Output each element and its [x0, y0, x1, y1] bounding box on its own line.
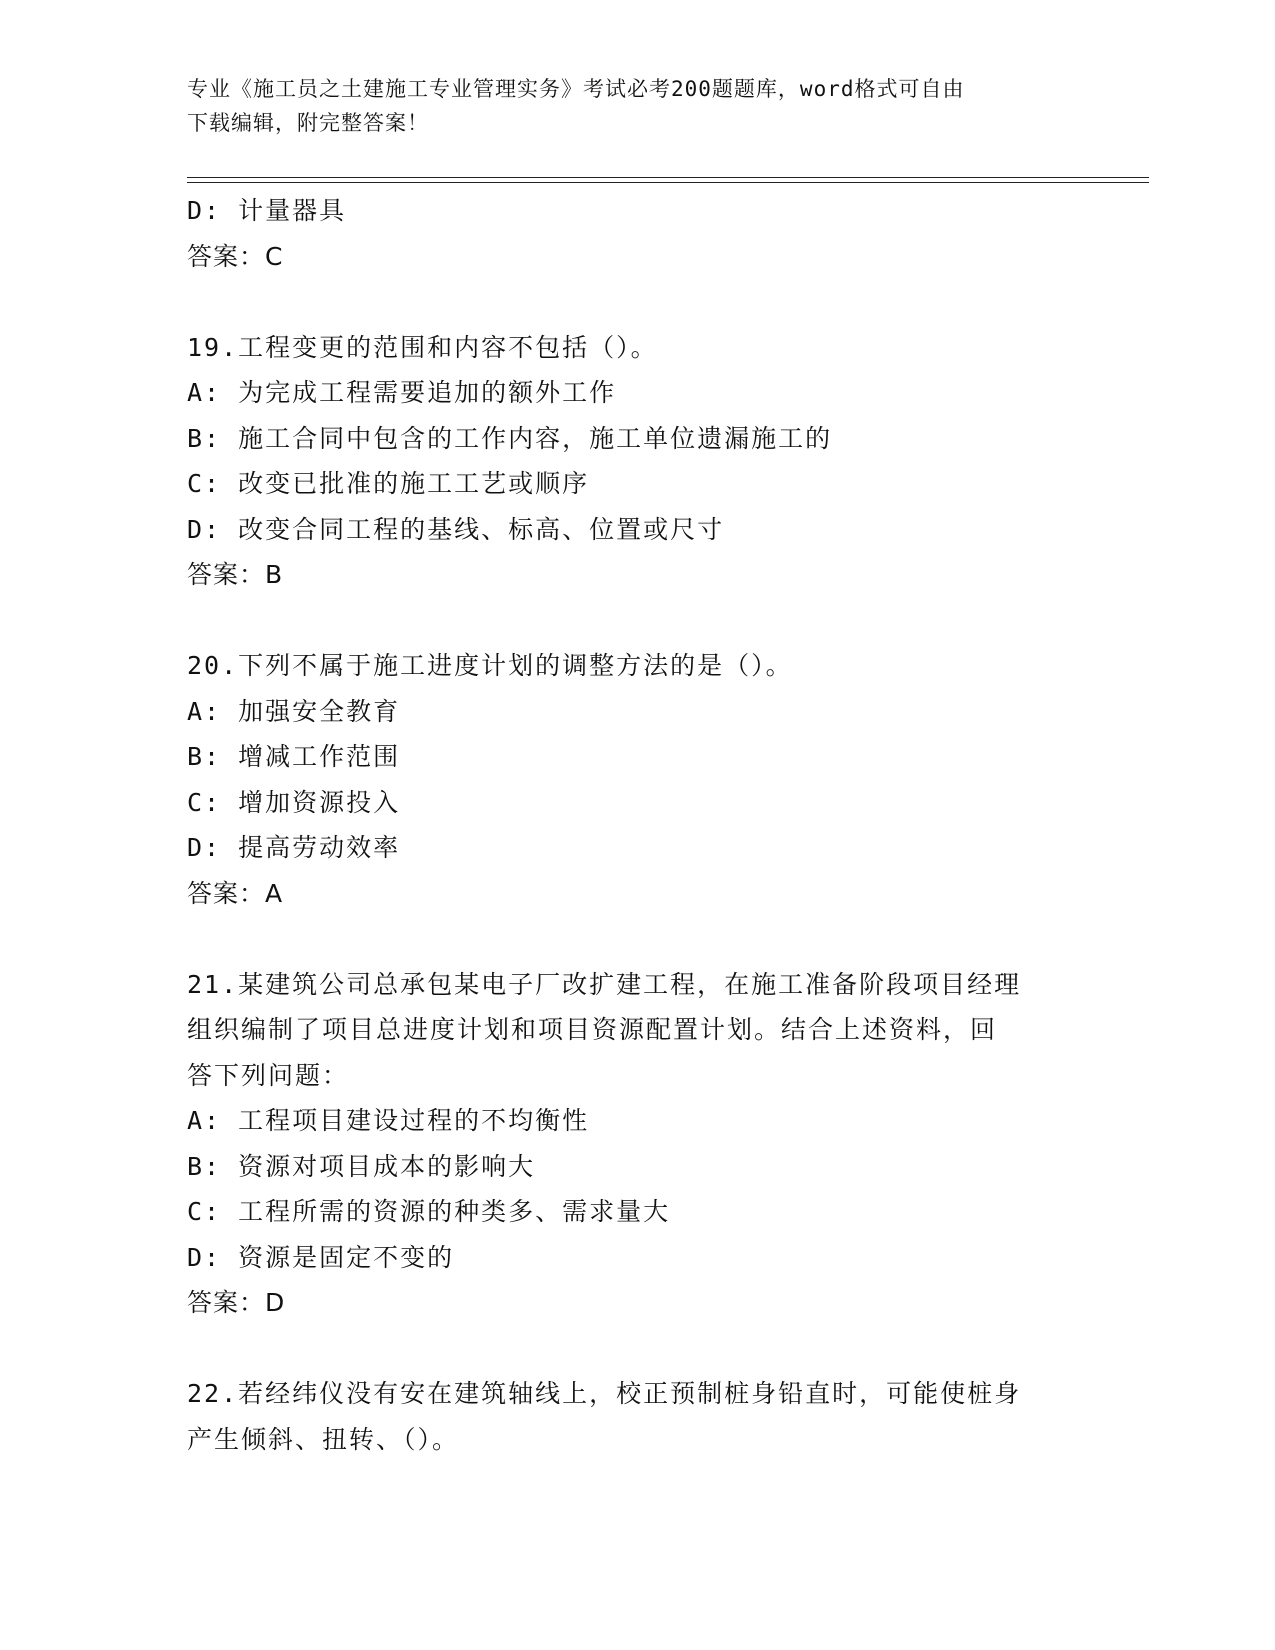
- question-18-tail: [187, 188, 1087, 279]
- question-19: [187, 325, 1087, 598]
- question-list: [187, 188, 1087, 1462]
- spacer: [187, 279, 1087, 325]
- option-a: A: 加强安全教育: [187, 696, 401, 726]
- question-stem-line-1: 21.某建筑公司总承包某电子厂改扩建工程，在施工准备阶段项目经理: [187, 969, 1022, 999]
- option-c: C: 增加资源投入: [187, 787, 401, 817]
- option-b: B: 施工合同中包含的工作内容，施工单位遗漏施工的: [187, 423, 833, 453]
- spacer: [187, 1326, 1087, 1372]
- question-20: [187, 643, 1087, 916]
- header-title-line-1: 专业《施工员之土建施工专业管理实务》考试必考200题题库，word格式可自由: [187, 77, 965, 101]
- question-21: [187, 962, 1087, 1326]
- option-d: D: 计量器具: [187, 196, 347, 225]
- question-stem-line-2: 产生倾斜、扭转、（）。: [187, 1424, 460, 1454]
- header-divider-top: [187, 177, 1149, 178]
- question-stem: 20.下列不属于施工进度计划的调整方法的是（）。: [187, 651, 793, 680]
- option-b: B: 增减工作范围: [187, 742, 401, 771]
- question-stem-line-2: 组织编制了项目总进度计划和项目资源配置计划。结合上述资料，回: [187, 1015, 998, 1044]
- question-stem: 19.工程变更的范围和内容不包括（）。: [187, 332, 658, 362]
- question-stem-line-1: 22.若经纬仪没有安在建筑轴线上，校正预制桩身铅直时，可能使桩身: [187, 1379, 1022, 1408]
- answer: 答案：A: [187, 878, 284, 908]
- question-22: [187, 1371, 1087, 1462]
- answer: 答案：B: [187, 560, 284, 589]
- document-header: [187, 72, 1087, 140]
- option-a: A: 工程项目建设过程的不均衡性: [187, 1106, 590, 1135]
- option-c: C: 工程所需的资源的种类多、需求量大: [187, 1197, 671, 1226]
- answer: 答案：D: [187, 1288, 286, 1317]
- option-b: B: 资源对项目成本的影响大: [187, 1151, 536, 1181]
- spacer: [187, 916, 1087, 962]
- spacer: [187, 598, 1087, 644]
- question-stem-line-3: 答下列问题：: [187, 1060, 350, 1090]
- option-d: D: 提高劳动效率: [187, 833, 401, 862]
- header-divider-bottom: [187, 182, 1149, 183]
- option-a: A: 为完成工程需要追加的额外工作: [187, 378, 617, 407]
- option-c: C: 改变已批准的施工工艺或顺序: [187, 469, 590, 498]
- option-d: D: 资源是固定不变的: [187, 1242, 455, 1272]
- option-d: D: 改变合同工程的基线、标高、位置或尺寸: [187, 514, 725, 544]
- answer: 答案：C: [187, 241, 284, 271]
- header-title-line-2: 下载编辑，附完整答案！: [187, 111, 429, 135]
